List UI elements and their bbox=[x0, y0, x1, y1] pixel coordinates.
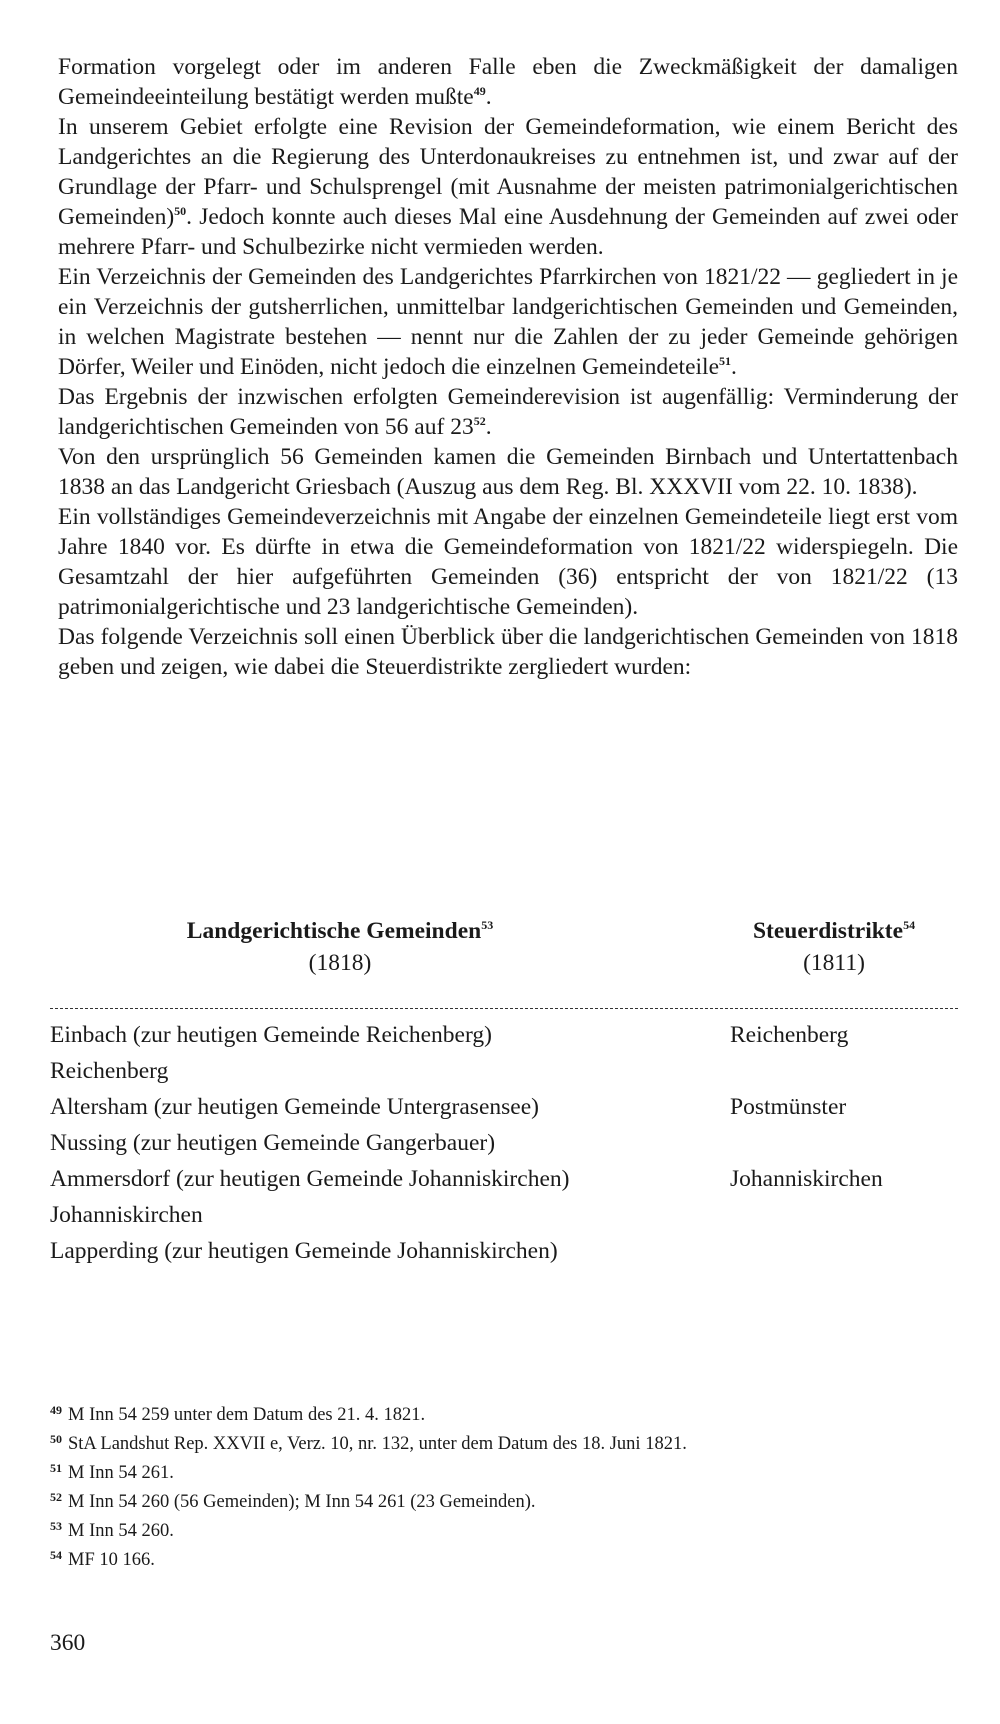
footnote: $^{49}$ M Inn 54 259 unter dem Datum des 21. 4. 1821. bbox=[50, 1403, 426, 1425]
table-body bbox=[50, 1020, 958, 1272]
footnote: $^{50}$ StA Landshut Rep. XXVII e, Verz. 10, nr. 132, unter dem Datum des 18. Juni 1821. bbox=[50, 1432, 687, 1454]
paragraph: Das folgende Verzeichnis soll einen Überblick über die landgerichtischen Gemeinden von 1818 geben und zeigen, wie dabei die Steuerdistrikte zergliedert wurden: bbox=[58, 624, 958, 680]
column-header-gemeinden: Landgerichtische Gemeinden$^{53}$ (1818) bbox=[186, 918, 494, 976]
paragraph: Ein vollständiges Gemeindeverzeichnis mit Angabe der einzelnen Gemeindeteile liegt erst vom Jahre 1840 vor. Es dürfte in etwa die Gemeindeformation von 1821/22 widerspiegeln. Die Gesamtzahl der hier aufgeführten Gemeinden (36) entspricht der von 1821/22 (13 patrimonialgerichtische und 23 landgerichtische Gemeinden). bbox=[58, 504, 958, 620]
footnote-ref[interactable]: 53 bbox=[481, 918, 494, 932]
gemeinde-cell: Nussing (zur heutigen Gemeinde Gangerbauer) bbox=[50, 1130, 496, 1156]
footnote: $^{53}$ M Inn 54 260. bbox=[50, 1519, 174, 1541]
footnote-ref[interactable]: 52 bbox=[473, 414, 486, 428]
distrikt-cell: Postmünster bbox=[730, 1094, 847, 1120]
table-row bbox=[50, 1128, 958, 1158]
paragraph: Formation vorgelegt oder im anderen Falle eben die Zweckmäßigkeit der damaligen Gemeindeeinteilung bestätigt werden mußte$^{49}$. bbox=[58, 54, 958, 110]
footnote: $^{51}$ M Inn 54 261. bbox=[50, 1461, 174, 1483]
footnote-ref[interactable]: 51 bbox=[719, 354, 732, 368]
paragraph: Das Ergebnis der inzwischen erfolgten Gemeinderevision ist augenfällig: Verminderung der landgerichtischen Gemeinden von 56 auf $23^{52}$. bbox=[58, 384, 958, 440]
gemeinde-cell: Johanniskirchen bbox=[50, 1202, 203, 1228]
paragraph: Von den ursprünglich 56 Gemeinden kamen die Gemeinden Birnbach und Untertattenbach 1838 an das Landgericht Griesbach (Auszug aus dem Reg. Bl. XXXVII vom 22. 10. 1838). bbox=[58, 444, 958, 500]
gemeinde-cell: Ammersdorf (zur heutigen Gemeinde Johanniskirchen) bbox=[50, 1166, 570, 1192]
table-row bbox=[50, 1200, 958, 1230]
paragraph: In unserem Gebiet erfolgte eine Revision der Gemeindeformation, wie einem Bericht des Landgerichtes an die Regierung des Unterdonaukreises zu entnehmen ist, und zwar auf der Grundlage der Pfarr- und Schulsprengel (mit Ausnahme der meisten patrimonialgerichtischen Gemeinden)$^{50}$. Jedoch konnte auch dieses Mal eine Ausdehnung der Gemeinden auf zwei oder mehrere Pfarr- und Schulbezirke nicht vermieden werden. bbox=[58, 114, 958, 260]
footnote: $^{52}$ M Inn 54 260 (56 Gemeinden); M Inn 54 261 (23 Gemeinden). bbox=[50, 1490, 536, 1512]
table-row bbox=[50, 1236, 958, 1266]
paragraph: Ein Verzeichnis der Gemeinden des Landgerichtes Pfarrkirchen von 1821/22 — gegliedert in je ein Verzeichnis der gutsherrlichen, unmittelbar landgerichtischen Gemeinden und Gemeinden, in welchen Magistrate bestehen — nennt nur die Zahlen der zu jeder Gemeinde gehörigen Dörfer, Weiler und Einöden, nicht jedoch die einzelnen Gemeindeteile$^{51}$. bbox=[58, 264, 958, 380]
table-header bbox=[50, 915, 958, 1005]
gemeinde-cell: Reichenberg bbox=[50, 1058, 169, 1084]
table-row bbox=[50, 1020, 958, 1050]
table-divider bbox=[50, 1008, 958, 1009]
gemeinde-cell: Lapperding (zur heutigen Gemeinde Johanniskirchen) bbox=[50, 1238, 558, 1264]
distrikt-cell: Reichenberg bbox=[730, 1022, 849, 1048]
table-row bbox=[50, 1092, 958, 1122]
page-number: 360 bbox=[50, 1630, 86, 1656]
table-row bbox=[50, 1056, 958, 1086]
footnote-ref[interactable]: 54 bbox=[903, 918, 916, 932]
footnote: $^{54}$ MF 10 166. bbox=[50, 1548, 155, 1570]
table-row bbox=[50, 1164, 958, 1194]
gemeinde-cell: Altersham (zur heutigen Gemeinde Untergrasensee) bbox=[50, 1094, 539, 1120]
gemeinde-cell: Einbach (zur heutigen Gemeinde Reichenberg) bbox=[50, 1022, 492, 1048]
footnote-ref[interactable]: 49 bbox=[473, 84, 486, 98]
column-header-steuerdistrikte: Steuerdistrikte$^{54}$ (1811) bbox=[752, 918, 916, 976]
distrikt-cell: Johanniskirchen bbox=[730, 1166, 883, 1192]
body-text bbox=[58, 52, 958, 682]
footnote-ref[interactable]: 50 bbox=[174, 204, 187, 218]
footnotes bbox=[50, 1398, 958, 1572]
